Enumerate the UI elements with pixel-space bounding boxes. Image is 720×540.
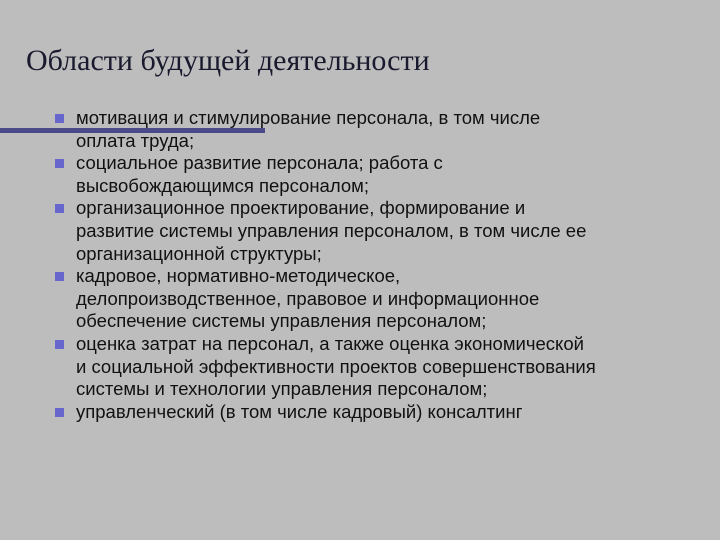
bullet-line: организационное проектирование, формирование и	[76, 197, 526, 219]
bullet-item	[56, 265, 656, 333]
square-bullet-icon	[55, 272, 64, 281]
bullet-item	[56, 152, 656, 197]
bullet-list	[56, 107, 656, 423]
bullet-line: оплата труда;	[76, 129, 195, 151]
square-bullet-icon	[55, 408, 64, 417]
square-bullet-icon	[55, 340, 64, 349]
bullet-line: социальное развитие персонала; работа с	[76, 152, 443, 174]
bullet-line: развитие системы управления персоналом, в том числе ее	[76, 219, 587, 241]
bullet-line: организационной структуры;	[76, 242, 322, 264]
bullet-item	[56, 107, 656, 152]
bullet-line: и социальной эффективности проектов совершенствования	[76, 355, 596, 377]
square-bullet-icon	[55, 159, 64, 168]
bullet-line: системы и технологии управления персоналом;	[76, 378, 488, 400]
bullet-item	[56, 401, 656, 424]
bullet-line: кадровое, нормативно-методическое,	[76, 265, 401, 287]
bullet-line: мотивация и стимулирование персонала, в том числе	[76, 107, 541, 128]
bullet-item	[56, 197, 656, 265]
square-bullet-icon	[55, 114, 64, 123]
bullet-line: оценка затрат на персонал, а также оценка экономической	[76, 332, 584, 354]
bullet-line: делопроизводственное, правовое и информационное	[76, 287, 540, 309]
bullet-line: управленческий (в том числе кадровый) консалтинг	[76, 400, 523, 422]
bullet-line: обеспечение системы управления персоналом;	[76, 310, 487, 332]
square-bullet-icon	[55, 204, 64, 213]
bullet-item	[56, 333, 656, 401]
slide-title: Области будущей деятельности	[26, 44, 430, 77]
bullet-line: высвобождающимся персоналом;	[76, 174, 369, 196]
